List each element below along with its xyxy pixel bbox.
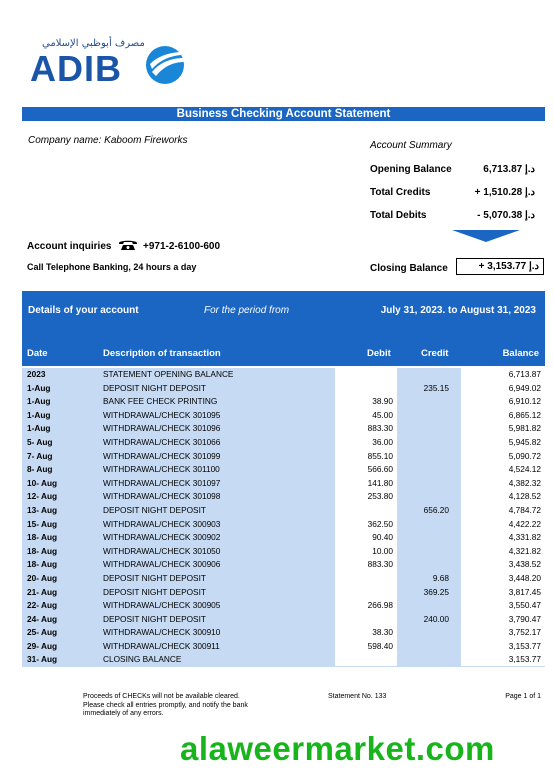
row-description: DEPOSIT NIGHT DEPOSIT [103,382,206,393]
row-description: WITHDRAWAL/CHECK 300911 [103,640,220,651]
row-date: 13- Aug [27,504,58,515]
column-header-description: Description of transaction [103,348,221,359]
table-row [22,572,545,586]
row-date: 2023 [27,369,46,379]
row-date: 31- Aug [27,654,58,665]
table-row [22,640,545,654]
column-header-credit: Credit [421,348,449,359]
row-description: WITHDRAWAL/CHECK 301050 [103,545,221,556]
total-credits-value: + د.إ 1,510.28 [474,187,535,198]
row-debit: 266.98 [367,600,393,611]
adib-globe-icon [144,44,186,86]
row-debit: 598.40 [367,640,393,651]
total-credits-label: Total Credits [370,187,431,198]
row-balance: 3,752.17 [508,627,541,638]
row-date: 18- Aug [27,559,58,570]
row-date: 1-Aug [27,382,51,393]
row-credit: 240.00 [423,613,449,624]
telephone-icon [118,239,138,251]
period-dates: July 31, 2023. to August 31, 2023 [380,305,536,316]
table-row [22,409,545,423]
row-balance: 4,321.82 [508,545,541,556]
row-description: WITHDRAWAL/CHECK 300903 [103,518,221,529]
row-description: STATEMENT OPENING BALANCE [103,369,234,379]
inquiries-label: Account inquiries [27,241,112,252]
row-balance: 4,784.72 [508,504,541,515]
closing-balance-value: + د.إ 3,153.77 [456,258,544,275]
row-balance: 4,422.22 [508,518,541,529]
row-balance: 5,981.82 [508,423,541,434]
row-date: 5- Aug [27,436,53,447]
row-debit: 883.30 [367,423,393,434]
table-row [22,477,545,491]
row-description: BANK FEE CHECK PRINTING [103,396,218,407]
row-balance: 5,090.72 [508,450,541,461]
row-description: WITHDRAWAL/CHECK 300902 [103,532,221,543]
row-balance: 3,550.47 [508,600,541,611]
row-date: 1-Aug [27,396,51,407]
row-description: WITHDRAWAL/CHECK 301066 [103,436,221,447]
row-description: WITHDRAWAL/CHECK 300906 [103,559,221,570]
row-debit: 10.00 [372,545,393,556]
row-description: WITHDRAWAL/CHECK 301096 [103,423,221,434]
table-row [22,395,545,409]
phone-number[interactable]: +971-2-6100-600 [143,241,221,252]
row-debit: 253.80 [367,491,393,502]
details-header [22,291,545,366]
telephone-banking-note: Call Telephone Banking, 24 hours a day [27,262,197,272]
row-description: WITHDRAWAL/CHECK 300905 [103,600,221,611]
column-header-date: Date [27,348,48,359]
account-summary-title: Account Summary [370,140,452,151]
row-description: CLOSING BALANCE [103,654,182,665]
row-balance: 4,331.82 [508,532,541,543]
table-row [22,545,545,559]
logo-wordmark: ADIB [30,48,122,89]
table-row [22,422,545,436]
row-debit: 855.10 [367,450,393,461]
details-title: Details of your account [28,305,139,316]
row-description: DEPOSIT NIGHT DEPOSIT [103,572,206,583]
row-date: 18- Aug [27,532,58,543]
row-balance: 3,153.77 [508,640,541,651]
account-inquiries [27,239,220,252]
table-row [22,490,545,504]
table-row [22,653,545,667]
row-date: 24- Aug [27,613,58,624]
table-row [22,518,545,532]
column-header-balance: Balance [502,348,539,359]
row-description: WITHDRAWAL/CHECK 301100 [103,464,220,475]
row-description: WITHDRAWAL/CHECK 301099 [103,450,221,461]
table-row [22,368,545,382]
row-debit: 362.50 [367,518,393,529]
row-balance: 3,448.20 [508,572,541,583]
row-description: DEPOSIT NIGHT DEPOSIT [103,586,206,597]
footer-note: Proceeds of CHECKs will not be available cleared. Please check all entries promptly, and notify the bank immediately of any errors. [83,693,248,717]
opening-balance-value: د.إ 6,713.87 [483,164,535,175]
closing-balance-label: Closing Balance [370,263,448,274]
row-balance: 3,790.47 [508,613,541,624]
row-debit: 566.60 [367,464,393,475]
row-balance: 6,865.12 [508,409,541,420]
company-name: Company name: Kaboom Fireworks [28,135,188,146]
table-row [22,599,545,613]
statement-number: Statement No. 133 [328,693,387,700]
row-balance: 6,713.87 [508,369,541,379]
row-date: 1-Aug [27,409,51,420]
row-date: 25- Aug [27,627,58,638]
table-row [22,382,545,396]
column-header-debit: Debit [367,348,391,359]
row-debit: 45.00 [372,409,393,420]
row-date: 8- Aug [27,464,53,475]
table-row [22,450,545,464]
row-balance: 4,524.12 [508,464,541,475]
table-row [22,558,545,572]
table-row [22,436,545,450]
page-number: Page 1 of 1 [505,693,541,700]
row-date: 21- Aug [27,586,58,597]
watermark: alaweermarket.com [180,730,495,767]
down-arrow-icon [452,230,520,242]
table-row [22,626,545,640]
row-balance: 4,128.52 [508,491,541,502]
row-credit: 235.15 [423,382,449,393]
row-balance: 4,382.32 [508,477,541,488]
opening-balance-label: Opening Balance [370,164,452,175]
table-row [22,586,545,600]
row-description: DEPOSIT NIGHT DEPOSIT [103,504,206,515]
table-row [22,613,545,627]
row-balance: 3,438.52 [508,559,541,570]
row-description: WITHDRAWAL/CHECK 300910 [103,627,221,638]
transactions-rows [22,368,545,667]
row-date: 22- Aug [27,600,58,611]
total-debits-value: - د.إ 5,070.38 [477,210,535,221]
row-date: 1-Aug [27,423,51,434]
adib-logo [30,38,200,89]
statement-title: Business Checking Account Statement [22,107,545,121]
logo-arabic-text: مصرف أبوظبي الإسلامي [42,38,145,49]
table-row [22,504,545,518]
row-description: WITHDRAWAL/CHECK 301097 [103,477,221,488]
row-date: 12- Aug [27,491,58,502]
row-date: 18- Aug [27,545,58,556]
row-description: WITHDRAWAL/CHECK 301098 [103,491,221,502]
row-debit: 36.00 [372,436,393,447]
row-date: 10- Aug [27,477,58,488]
row-debit: 38.30 [372,627,393,638]
row-debit: 883.30 [367,559,393,570]
row-credit: 369.25 [423,586,449,597]
row-date: 20- Aug [27,572,58,583]
row-date: 29- Aug [27,640,58,651]
row-date: 7- Aug [27,450,53,461]
row-debit: 90.40 [372,532,393,543]
row-balance: 6,910.12 [508,396,541,407]
period-label: For the period from [204,305,290,316]
row-credit: 9.68 [432,572,449,583]
row-balance: 3,153.77 [508,654,541,665]
row-credit: 656.20 [423,504,449,515]
row-description: DEPOSIT NIGHT DEPOSIT [103,613,206,624]
row-balance: 6,949.02 [508,382,541,393]
row-balance: 3,817.45 [508,586,541,597]
total-debits-label: Total Debits [370,210,427,221]
row-debit: 141.80 [367,477,393,488]
table-row [22,531,545,545]
row-date: 15- Aug [27,518,58,529]
row-description: WITHDRAWAL/CHECK 301095 [103,409,221,420]
row-debit: 38.90 [372,396,393,407]
table-row [22,463,545,477]
row-balance: 5,945.82 [508,436,541,447]
